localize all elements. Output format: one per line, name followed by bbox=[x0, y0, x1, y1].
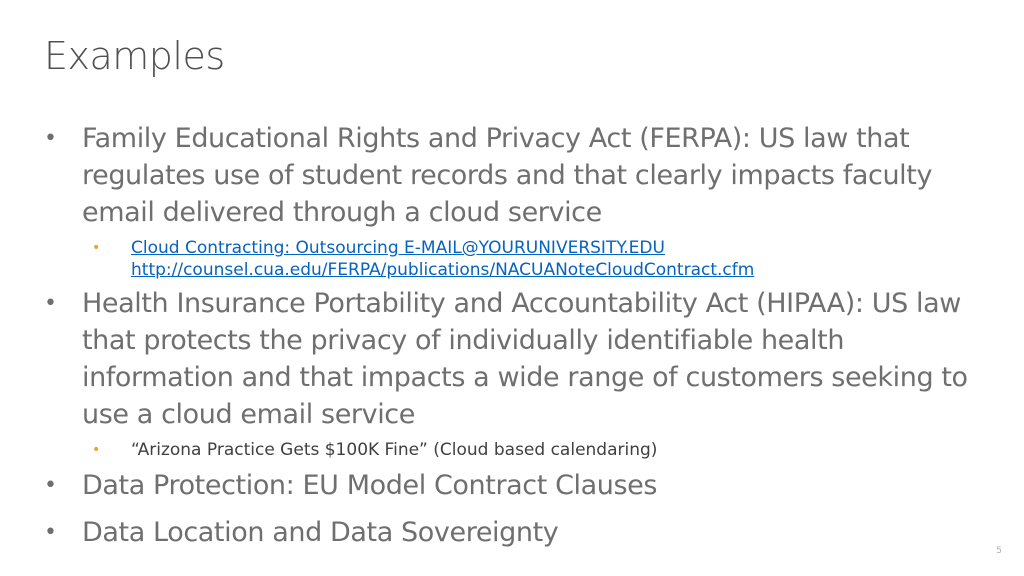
sub-bullet-hipaa-text: “Arizona Practice Gets $100K Fine” (Cloud based calendaring) bbox=[131, 440, 658, 460]
bullet-marker: • bbox=[44, 473, 57, 498]
bullet-data-location bbox=[44, 514, 994, 551]
bullet-ferpa bbox=[44, 120, 994, 231]
bullet-marker: • bbox=[44, 126, 57, 151]
sub-bullet-ferpa-link bbox=[92, 237, 994, 281]
bullet-hipaa bbox=[44, 285, 994, 433]
bullet-list bbox=[44, 120, 994, 551]
bullet-ferpa-text: Family Educational Rights and Privacy Act (FERPA): US law that regulates use of student records and that clearly impacts faculty email delivered through a cloud service bbox=[82, 123, 933, 228]
sub-bullet-marker: • bbox=[92, 442, 101, 458]
bullet-data-protection-text: Data Protection: EU Model Contract Clauses bbox=[82, 470, 658, 501]
slide-title: Examples bbox=[44, 34, 225, 78]
sub-bullet-marker: • bbox=[92, 240, 101, 256]
sub-bullet-hipaa bbox=[92, 439, 994, 461]
bullet-marker: • bbox=[44, 291, 57, 316]
slide-number: 5 bbox=[996, 546, 1002, 556]
bullet-data-protection bbox=[44, 467, 994, 504]
bullet-marker: • bbox=[44, 520, 57, 545]
bullet-data-location-text: Data Location and Data Sovereignty bbox=[82, 517, 559, 548]
bullet-hipaa-text: Health Insurance Portability and Accountability Act (HIPAA): US law that protects the privacy of individually identifiable health information and that impacts a wide range of customers seeking to use a cloud email service bbox=[82, 288, 968, 430]
cloud-contracting-link-title[interactable]: Cloud Contracting: Outsourcing E-MAIL@YOURUNIVERSITY.EDU bbox=[131, 238, 665, 258]
cloud-contracting-link-url[interactable]: http://counsel.cua.edu/FERPA/publications/NACUANoteCloudContract.cfm bbox=[131, 260, 755, 280]
